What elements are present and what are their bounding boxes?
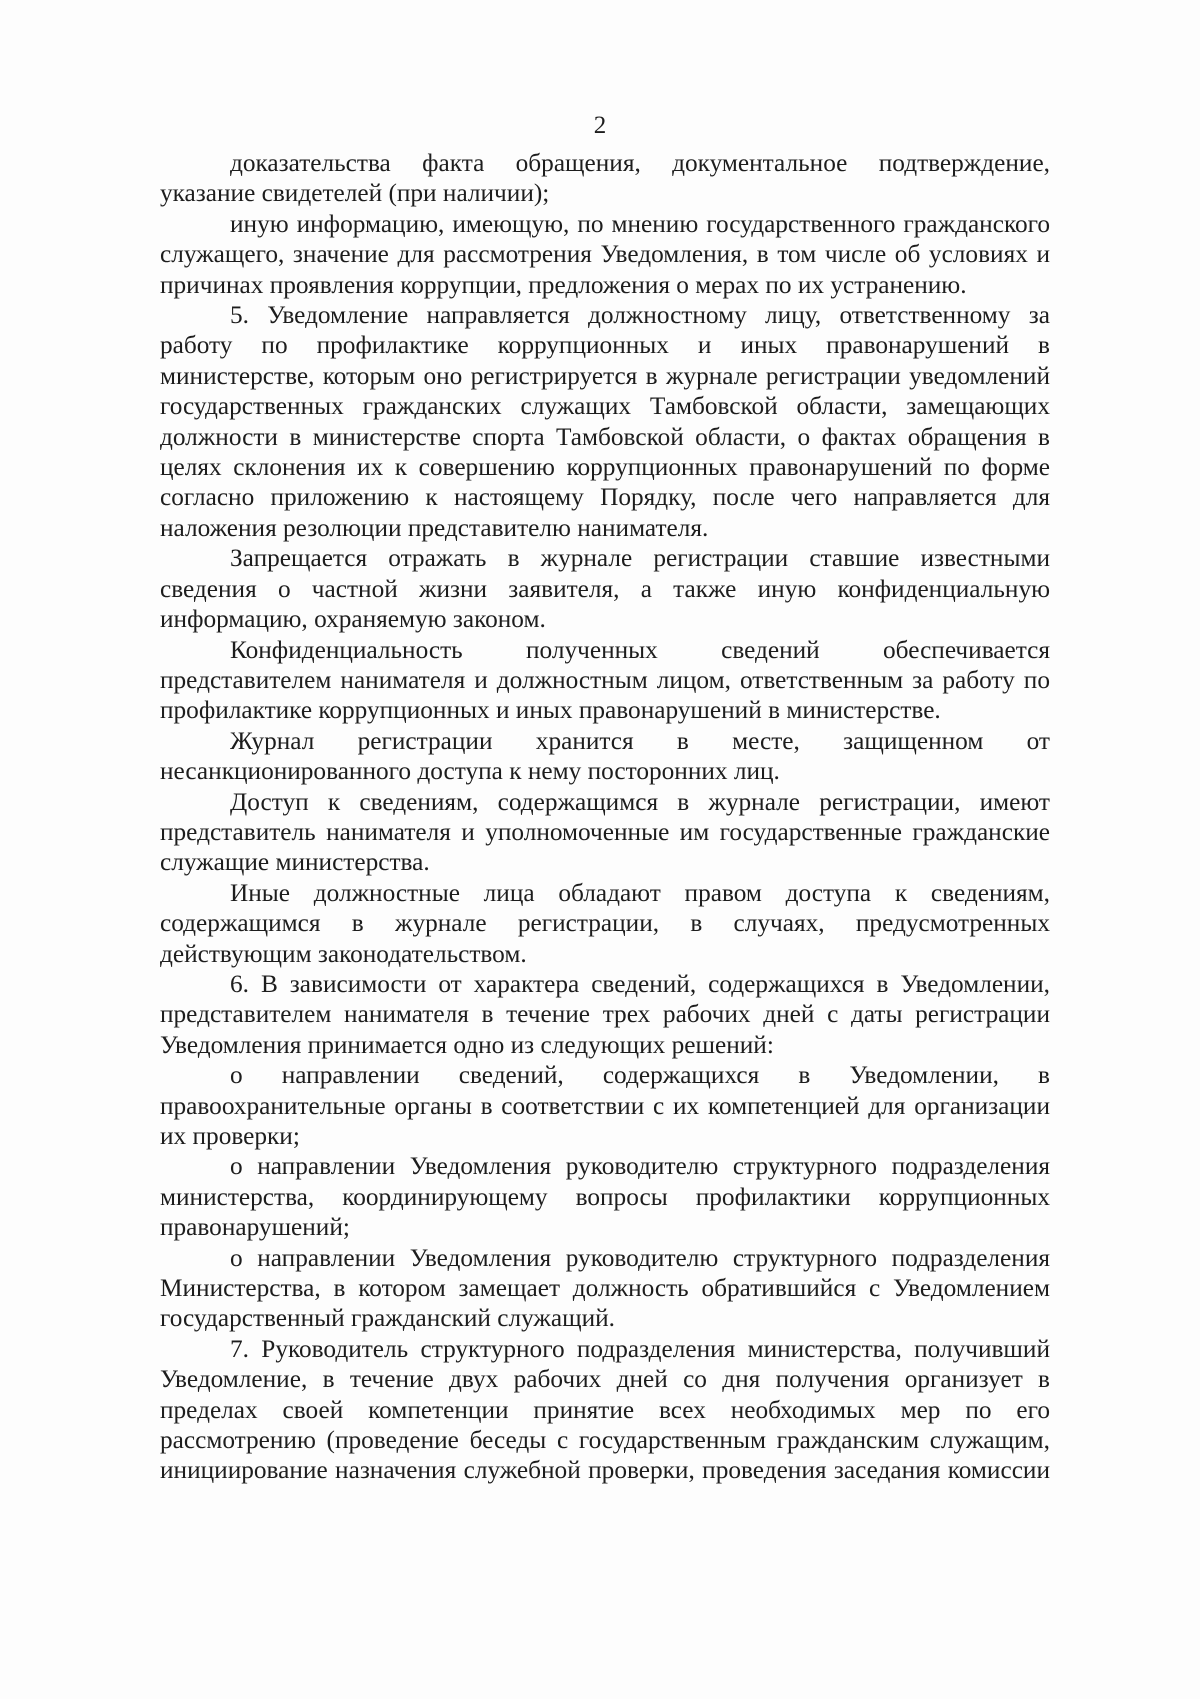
- paragraph: Конфиденциальность полученных сведений обеспечивается представителем нанимателя и должностным лицом, ответственным за работу по профилактике коррупционных и иных правонарушений в министерстве.: [160, 635, 1050, 725]
- paragraph: Запрещается отражать в журнале регистрации ставшие известными сведения о частной жизни заявителя, а также иную конфиденциальную информацию, охраняемую законом.: [160, 544, 1050, 634]
- paragraph: Иные должностные лица обладают правом доступа к сведениям, содержащимся в журнале регистрации, в случаях, предусмотренных действующим законодательством.: [160, 878, 1050, 968]
- paragraph: 6. В зависимости от характера сведений, содержащихся в Уведомлении, представителем нанимателя в течение трех рабочих дней с даты регистрации Уведомления принимается одно из следующих решений:: [160, 969, 1050, 1059]
- page-number: 2: [593, 112, 607, 139]
- paragraph: иную информацию, имеющую, по мнению государственного гражданского служащего, значение для рассмотрения Уведомления, в том числе об условиях и причинах проявления коррупции, предложения о мерах по их устранению.: [160, 209, 1050, 299]
- paragraph: о направлении Уведомления руководителю структурного подразделения Министерства, в котором замещает должность обратившийся с Уведомлением государственный гражданский служащий.: [160, 1243, 1050, 1333]
- paragraph: о направлении Уведомления руководителю структурного подразделения министерства, координирующему вопросы профилактики коррупционных правонарушений;: [160, 1152, 1050, 1242]
- paragraph: доказательства факта обращения, документальное подтверждение, указание свидетелей (при наличии);: [160, 149, 1050, 208]
- paragraph: о направлении сведений, содержащихся в Уведомлении, в правоохранительные органы в соответствии с их компетенцией для организации их проверки;: [160, 1061, 1050, 1150]
- paragraph: 7. Руководитель структурного подразделения министерства, получивший Уведомление, в течение двух рабочих дней со дня получения организует в пределах своей компетенции принятие всех необходимых мер по его рассмотрению (проведение беседы с государственным гражданским служащим, инициирование назначения служебной проверки, проведения заседания комиссии: [160, 1334, 1050, 1485]
- document-body: [160, 148, 1050, 1486]
- paragraph: Журнал регистрации хранится в месте, защищенном от несанкционированного доступа к нему посторонних лиц.: [160, 726, 1050, 786]
- paragraph: 5. Уведомление направляется должностному лицу, ответственному за работу по профилактике коррупционных и иных правонарушений в министерстве, которым оно регистрируется в журнале регистрации уведомлений государственных гражданских служащих Тамбовской области, замещающих должности в министерстве спорта Тамбовской области, о фактах обращения в целях склонения их к совершению коррупционных правонарушений по форме согласно приложению к настоящему Порядку, после чего направляется для наложения резолюции представителю нанимателя.: [160, 301, 1050, 542]
- paragraph: Доступ к сведениям, содержащимся в журнале регистрации, имеют представитель нанимателя и уполномоченные им государственные гражданские служащие министерства.: [160, 787, 1050, 877]
